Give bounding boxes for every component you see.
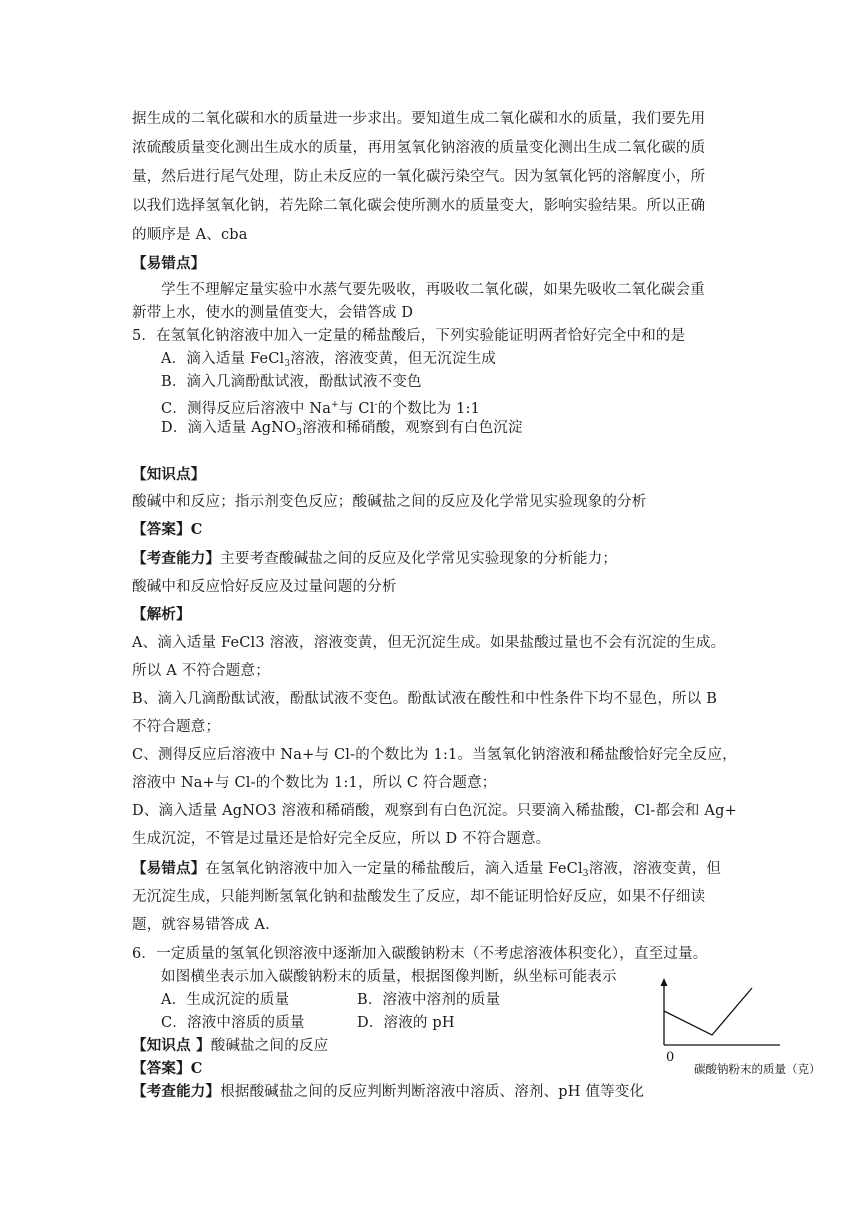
analysis-line: 不符合题意； [132, 719, 221, 735]
question-stem: 如图横坐表示加入碳酸钠粉末的质量，根据图像判断，纵坐标可能表示 [161, 969, 617, 985]
ability-line: 酸碱中和反应恰好反应及过量问题的分析 [132, 579, 397, 595]
analysis-line: 所以 A 不符合题意； [132, 663, 270, 679]
paragraph-line: 新带上水，使水的测量值变大，会错答成 D [132, 305, 414, 321]
option-d: D．溶液的 pH [357, 1015, 455, 1031]
section-heading: 【知识点】 [132, 466, 206, 483]
section-heading: 【易错点】 [132, 255, 206, 272]
ability-line: 【考查能力】根据酸碱盐之间的反应判断判断溶液中溶质、溶剂、pH 值等变化 [132, 1083, 645, 1100]
answer: 【答案】C [132, 1060, 203, 1077]
answer: 【答案】C [132, 521, 203, 538]
knowledge-point: 酸碱中和反应；指示剂变色反应；酸碱盐之间的反应及化学常见实验现象的分析 [132, 494, 647, 510]
analysis-line: A、滴入适量 FeCl3 溶液，溶液变黄，但无沉淀生成。如果盐酸过量也不会有沉淀的生成。 [132, 635, 726, 651]
option-a: A．生成沉淀的质量 [161, 992, 290, 1008]
paragraph-line: 浓硫酸质量变化测出生成水的质量，再用氢氧化钠溶液的质量变化测出生成二氧化碳的质 [132, 140, 706, 156]
option-a: A．滴入适量 FeCl$_3$溶液，溶液变黄，但无沉淀生成 [161, 351, 497, 369]
paragraph-line: 的顺序是 A、cba [132, 227, 248, 243]
section-heading: 【解析】 [132, 606, 191, 623]
paragraph-line: 据生成的二氧化碳和水的质量进一步求出。要知道生成二氧化碳和水的质量，我们要先用 [132, 111, 706, 127]
ability-line: 【考查能力】主要考查酸碱盐之间的反应及化学常见实验现象的分析能力； [132, 550, 618, 567]
option-c: C．溶液中溶质的质量 [161, 1015, 305, 1031]
error-point-line: 无沉淀生成，只能判断氢氧化钠和盐酸发生了反应，却不能证明恰好反应，如果不仔细读 [132, 889, 706, 905]
option-d: D．滴入适量 AgNO$_3$溶液和稀硝酸，观察到有白色沉淀 [161, 420, 523, 438]
option-b: B．滴入几滴酚酞试液，酚酞试液不变色 [161, 374, 422, 390]
knowledge-point: 【知识点 】酸碱盐之间的反应 [132, 1037, 329, 1054]
option-b: B．溶液中溶剂的质量 [357, 992, 501, 1008]
question-stem: 6．一定质量的氢氧化钡溶液中逐渐加入碳酸钠粉末（不考虑溶液体积变化），直至过量。 [132, 946, 708, 962]
error-point-line: 【易错点】在氢氧化钠溶液中加入一定量的稀盐酸后，滴入适量 FeCl$_3$溶液，溶液变黄，但 [132, 860, 722, 879]
analysis-line: B、滴入几滴酚酞试液，酚酞试液不变色。酚酞试液在酸性和中性条件下均不显色，所以 B [132, 691, 718, 707]
analysis-line: 溶液中 Na+与 Cl-的个数比为 1:1，所以 C 符合题意； [132, 775, 497, 791]
y-axis-arrow [661, 978, 668, 986]
analysis-line: 生成沉淀，不管是过量还是恰好完全反应，所以 D 不符合题意。 [132, 831, 551, 847]
paragraph-line: 量，然后进行尾气处理，防止未反应的一氧化碳污染空气。因为氢氧化钙的溶解度小，所 [132, 169, 706, 185]
data-line [664, 988, 752, 1035]
option-c: C．测得反应后溶液中 Na+与 Cl-的个数比为 1:1 [161, 400, 481, 417]
x-axis-label: 碳酸钠粉末的质量（克） [694, 1062, 821, 1076]
analysis-line: D、滴入适量 AgNO3 溶液和稀硝酸，观察到有白色沉淀。只要滴入稀盐酸，Cl-都会和 Ag+ [132, 803, 737, 819]
paragraph-line: 学生不理解定量实验中水蒸气要先吸收，再吸收二氧化碳，如果先吸收二氧化碳会重 [161, 282, 705, 298]
error-point-line: 题，就容易错答成 A. [132, 917, 270, 933]
origin-label: 0 [666, 1050, 675, 1065]
analysis-line: C、测得反应后溶液中 Na+与 Cl-的个数比为 1:1。当氢氧化钠溶液和稀盐酸恰好完全反应， [132, 747, 737, 763]
line-graph [640, 975, 840, 1085]
question-stem: 5．在氢氧化钠溶液中加入一定量的稀盐酸后，下列实验能证明两者恰好完全中和的是 [132, 328, 686, 344]
paragraph-line: 以我们选择氢氧化钠，若先除二氧化碳会使所测水的质量变大，影响实验结果。所以正确 [132, 198, 706, 214]
